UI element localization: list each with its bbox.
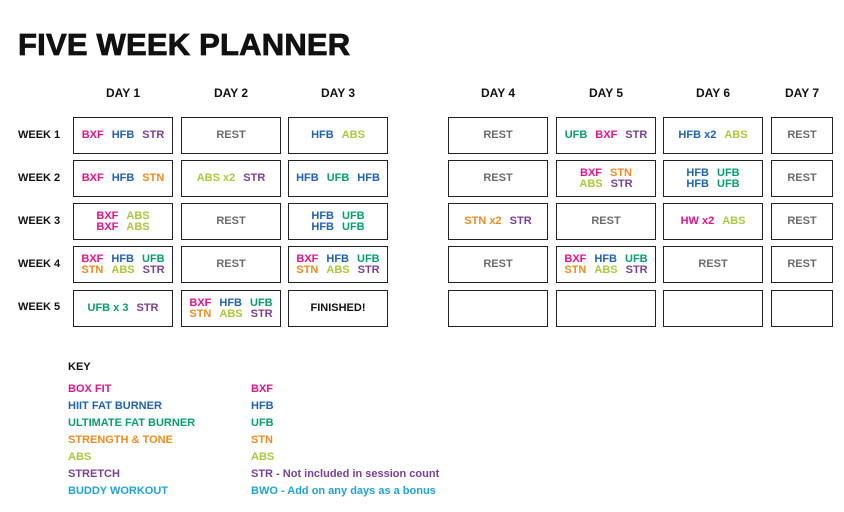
rest-label: REST <box>216 129 246 141</box>
planner-cell <box>556 117 656 154</box>
workout-code: STN <box>189 307 212 320</box>
day-header: DAY 7 <box>784 86 820 100</box>
workout-code: UFB <box>717 177 740 190</box>
workout-code: BXF <box>81 252 104 265</box>
workout-code: STR <box>509 215 532 227</box>
cell-line <box>82 130 165 141</box>
workout-code: ABS <box>722 215 746 227</box>
cell-line <box>296 173 380 184</box>
workout-code: STR <box>250 307 273 320</box>
workout-code: ABS <box>341 129 365 141</box>
week-label: WEEK 4 <box>18 258 61 270</box>
cell-line <box>82 173 165 184</box>
workout-code: UFB <box>342 209 365 222</box>
planner-cell <box>771 203 833 240</box>
workout-code: STN <box>610 166 632 179</box>
cell-line <box>591 216 620 227</box>
cell-line <box>698 259 727 270</box>
rest-label: REST <box>787 215 817 227</box>
planner-cell <box>663 160 763 197</box>
planner-cell <box>556 160 656 197</box>
planner-cell <box>181 246 281 283</box>
cell-line <box>565 130 648 141</box>
cell-line <box>197 173 266 184</box>
cell-line <box>686 179 739 190</box>
workout-code: ABS <box>724 129 748 141</box>
workout-code: HW x2 <box>680 215 715 227</box>
planner-cell <box>73 117 173 154</box>
cell-line <box>88 303 159 314</box>
cell-line <box>686 168 739 179</box>
rest-label: REST <box>483 172 513 184</box>
cell-line <box>579 179 632 190</box>
cell-line <box>216 259 245 270</box>
workout-code: ABS <box>126 209 150 222</box>
rest-label: REST <box>483 258 513 270</box>
workout-code: STN <box>142 172 165 184</box>
cell-line <box>787 216 816 227</box>
workout-code: HFB <box>311 220 334 233</box>
rest-label: REST <box>698 258 728 270</box>
workout-code: STR <box>625 263 648 276</box>
rest-label: REST <box>591 215 621 227</box>
key-item-code: STN <box>251 434 273 446</box>
cell-line <box>787 173 816 184</box>
workout-code: ABS <box>594 263 618 276</box>
workout-code: BXF <box>564 252 587 265</box>
workout-code: HFB x2 <box>678 129 717 141</box>
cell-line <box>483 173 512 184</box>
workout-code: STR <box>243 172 266 184</box>
cell-line <box>564 265 647 276</box>
workout-code: BXF <box>580 166 602 179</box>
key-item-name: BOX FIT <box>68 383 112 395</box>
planner-cell <box>556 246 656 283</box>
workout-code: ABS <box>111 263 135 276</box>
workout-code: STR <box>142 263 165 276</box>
cell-line <box>296 265 379 276</box>
workout-code: HFB <box>357 172 380 184</box>
workout-code: STR <box>625 129 648 141</box>
day-header: DAY 1 <box>105 86 141 100</box>
workout-code: BXF <box>595 129 618 141</box>
workout-code: UFB <box>342 220 365 233</box>
cell-line <box>311 222 364 233</box>
key-title: KEY <box>68 361 91 373</box>
workout-code: HFB <box>111 129 135 141</box>
workout-code: HFB <box>111 252 134 265</box>
key-item-name: ABS <box>68 451 92 463</box>
workout-code: ABS <box>579 177 603 190</box>
rest-label: REST <box>787 129 817 141</box>
workout-code: STR <box>357 263 380 276</box>
workout-code: UFB <box>326 172 350 184</box>
cell-line <box>580 168 632 179</box>
rest-label: REST <box>787 258 817 270</box>
workout-code: BXF <box>296 252 319 265</box>
workout-code: BXF <box>81 172 104 184</box>
cell-line <box>787 130 816 141</box>
workout-code: HFB <box>311 209 334 222</box>
workout-code: ABS <box>219 307 243 320</box>
key-item-name: HIIT FAT BURNER <box>68 400 162 412</box>
cell-line <box>81 254 164 265</box>
cell-line <box>311 211 364 222</box>
cell-line <box>216 130 245 141</box>
key-item-code: STR - Not included in session count <box>251 468 440 480</box>
cell-line <box>96 222 149 233</box>
planner-cell <box>73 246 173 283</box>
finished-label: FINISHED! <box>310 302 366 314</box>
cell-line <box>311 130 365 141</box>
rest-label: REST <box>483 129 513 141</box>
workout-code: ABS <box>126 220 150 233</box>
workout-code: HFB <box>219 296 242 309</box>
cell-line <box>311 303 366 314</box>
planner-cell <box>663 246 763 283</box>
key-item-name: STRETCH <box>68 468 120 480</box>
key-item-code: BWO - Add on any days as a bonus <box>251 485 436 497</box>
workout-code: BXF <box>96 209 119 222</box>
planner-cell <box>771 160 833 197</box>
workout-code: HFB <box>594 252 617 265</box>
day-header: DAY 6 <box>695 86 731 100</box>
day-header: DAY 5 <box>588 86 624 100</box>
cell-line <box>189 309 272 320</box>
key-item-name: ULTIMATE FAT BURNER <box>68 417 196 429</box>
planner-cell <box>288 117 388 154</box>
day-header: DAY 4 <box>480 86 516 100</box>
week-label: WEEK 3 <box>18 215 61 227</box>
workout-code: STN <box>564 263 587 276</box>
workout-code: STR <box>136 302 159 314</box>
workout-code: UFB <box>357 252 380 265</box>
cell-line <box>681 216 746 227</box>
planner-cell <box>448 290 548 327</box>
planner-cell <box>663 117 763 154</box>
cell-line <box>678 130 747 141</box>
planner-cell <box>771 246 833 283</box>
planner-cell <box>181 290 281 327</box>
workout-code: UFB <box>625 252 648 265</box>
planner-cell <box>181 160 281 197</box>
planner-cell <box>181 203 281 240</box>
workout-code: UFB <box>564 129 588 141</box>
cell-line <box>189 298 272 309</box>
workout-code: HFB <box>311 129 334 141</box>
workout-code: UFB <box>250 296 273 309</box>
workout-code: HFB <box>686 166 709 179</box>
planner-cell <box>556 290 656 327</box>
cell-line <box>96 211 149 222</box>
key-item-code: ABS <box>251 451 275 463</box>
rest-label: REST <box>216 258 246 270</box>
day-header: DAY 3 <box>320 86 356 100</box>
workout-code: UFB <box>717 166 740 179</box>
key-item-code: HFB <box>251 400 274 412</box>
workout-code: BXF <box>189 296 212 309</box>
planner-cell <box>448 160 548 197</box>
page-title: FIVE WEEK PLANNER <box>18 27 351 62</box>
workout-code: HFB <box>296 172 319 184</box>
workout-code: STN <box>296 263 319 276</box>
workout-code: HFB <box>686 177 709 190</box>
planner-cell <box>556 203 656 240</box>
planner-cell <box>288 203 388 240</box>
workout-code: STN <box>81 263 104 276</box>
planner-cell <box>771 290 833 327</box>
planner-cell <box>73 290 173 327</box>
cell-line <box>787 259 816 270</box>
workout-code: BXF <box>81 129 104 141</box>
workout-code: BXF <box>96 220 119 233</box>
cell-line <box>464 216 531 227</box>
cell-line <box>81 265 164 276</box>
planner-cell <box>448 203 548 240</box>
week-label: WEEK 1 <box>18 129 61 141</box>
planner-cell <box>288 160 388 197</box>
workout-code: STR <box>142 129 165 141</box>
workout-code: UFB <box>142 252 165 265</box>
workout-code: ABS <box>326 263 350 276</box>
planner-cell <box>288 246 388 283</box>
planner-cell <box>181 117 281 154</box>
planner-cell <box>448 246 548 283</box>
cell-line <box>216 216 245 227</box>
key-item-name: STRENGTH & TONE <box>68 434 173 446</box>
cell-line <box>483 130 512 141</box>
key-item-name: BUDDY WORKOUT <box>68 485 169 497</box>
workout-code: HFB <box>326 252 349 265</box>
planner-cell <box>771 117 833 154</box>
cell-line <box>483 259 512 270</box>
rest-label: REST <box>787 172 817 184</box>
planner-cell <box>663 203 763 240</box>
planner-cell <box>663 290 763 327</box>
week-label: WEEK 2 <box>18 172 61 184</box>
planner-cell <box>73 160 173 197</box>
week-label: WEEK 5 <box>18 301 61 313</box>
workout-code: UFB x 3 <box>87 302 129 314</box>
workout-code: ABS x2 <box>196 172 236 184</box>
workout-code: STR <box>610 177 633 190</box>
planner-cell <box>448 117 548 154</box>
planner-cell <box>288 290 388 327</box>
planner-cell <box>73 203 173 240</box>
cell-line <box>296 254 379 265</box>
cell-line <box>564 254 647 265</box>
key-item-code: BXF <box>251 383 273 395</box>
rest-label: REST <box>216 215 246 227</box>
key-item-code: UFB <box>251 417 274 429</box>
workout-code: STN x2 <box>464 215 502 227</box>
workout-code: HFB <box>111 172 135 184</box>
day-header: DAY 2 <box>213 86 249 100</box>
